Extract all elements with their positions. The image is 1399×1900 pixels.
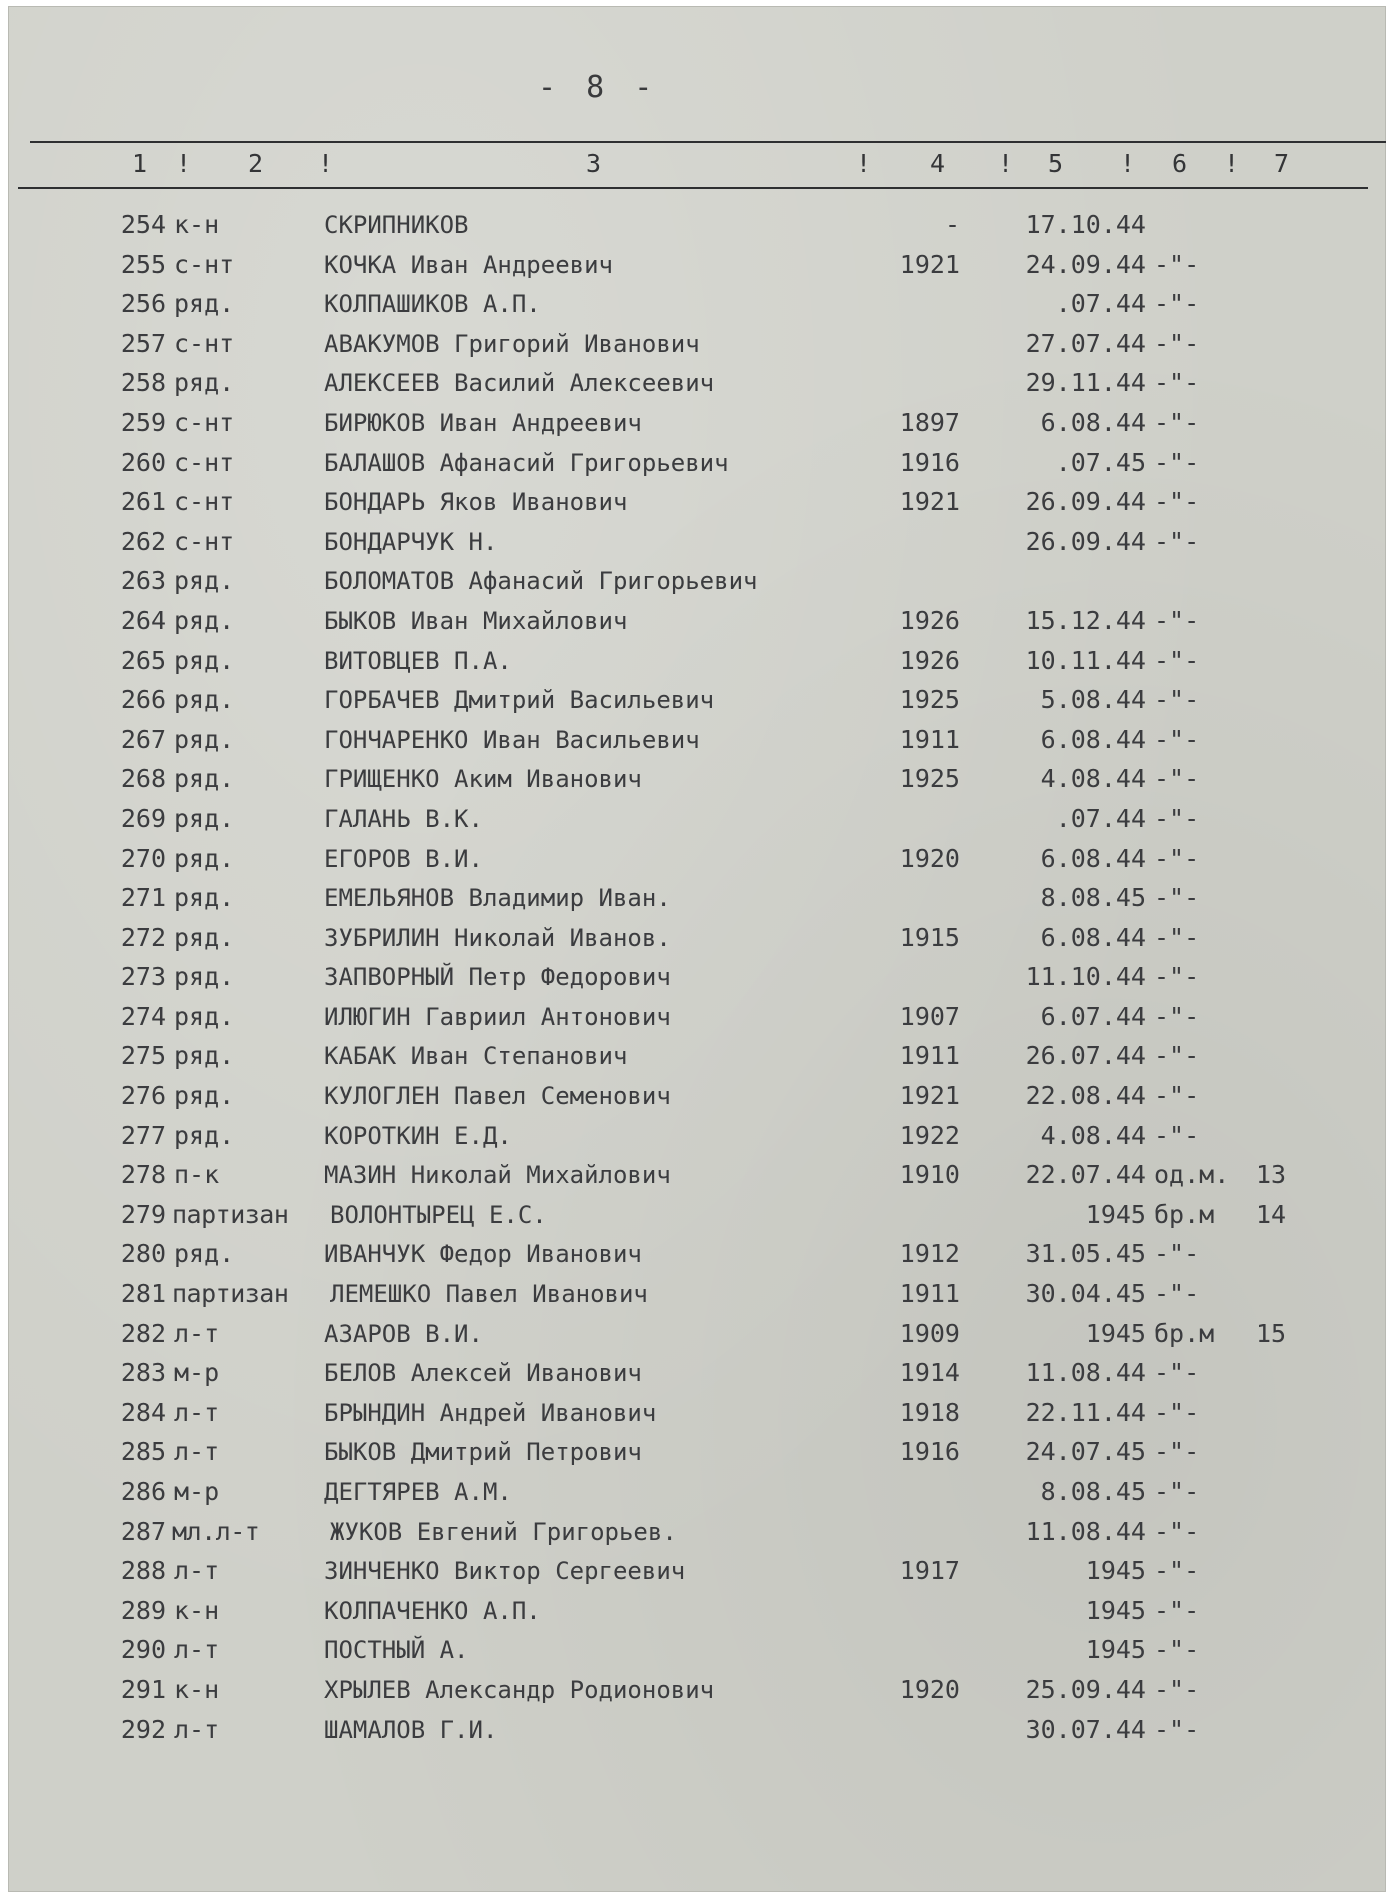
document-page (8, 6, 1386, 1892)
row-name: ЗУБРИЛИН Николай Иванов. (324, 923, 671, 952)
row-birth-year: 1917 (899, 1556, 960, 1586)
row-name: БИРЮКОВ Иван Андреевич (324, 408, 642, 437)
row-name: АВАКУМОВ Григорий Иванович (324, 329, 700, 358)
row-rank: к-н (174, 1674, 220, 1704)
row-birth-year: 1918 (899, 1397, 960, 1427)
row-number: 258 (120, 368, 166, 398)
row-rank: п-к (174, 1160, 220, 1190)
row-number: 263 (120, 566, 166, 596)
row-date: 22.08.44 (1025, 1081, 1146, 1111)
table-row (8, 206, 1386, 246)
row-date: 6.08.44 (1040, 922, 1146, 952)
row-name: ШАМАЛОВ Г.И. (324, 1715, 498, 1744)
row-birth-year: 1916 (899, 1437, 960, 1467)
row-name: БЫКОВ Дмитрий Петрович (324, 1438, 642, 1467)
row-number: 278 (120, 1160, 166, 1190)
table-row (8, 562, 1386, 602)
table-row (8, 879, 1386, 919)
column-separator: ! (318, 149, 334, 178)
row-rank: ряд. (174, 922, 235, 952)
row-number: 287 (120, 1516, 166, 1546)
row-name: БОНДАРЬ Яков Иванович (324, 488, 628, 517)
row-number: 269 (120, 803, 166, 833)
row-col6: -"- (1154, 1674, 1200, 1704)
row-date: 22.11.44 (1025, 1397, 1146, 1427)
row-number: 281 (120, 1279, 166, 1309)
row-number: 270 (120, 843, 166, 873)
row-date: 6.08.44 (1040, 407, 1146, 437)
row-col6: -"- (1154, 1041, 1200, 1071)
row-rank: с-нт (174, 526, 235, 556)
row-col6: бр.м (1154, 1318, 1215, 1348)
row-number: 260 (120, 447, 166, 477)
row-rank: к-н (174, 1595, 220, 1625)
row-name: БЫКОВ Иван Михайлович (324, 606, 628, 635)
row-number: 266 (120, 685, 166, 715)
row-date: 1945 (1085, 1556, 1146, 1586)
row-name: ГОНЧАРЕНКО Иван Васильевич (324, 725, 700, 754)
row-name: БОНДАРЧУК Н. (324, 527, 498, 556)
header-bottom-rule (18, 187, 1368, 189)
column-separator: ! (1224, 149, 1240, 178)
row-number: 280 (120, 1239, 166, 1269)
row-date: 31.05.45 (1025, 1239, 1146, 1269)
row-number: 256 (120, 289, 166, 319)
row-rank: л-т (174, 1397, 220, 1427)
row-name: ВИТОВЦЕВ П.А. (324, 646, 512, 675)
row-rank: партизан (172, 1279, 289, 1309)
table-row (8, 1196, 1386, 1236)
column-header-2: 2 (248, 149, 264, 178)
row-name: КОЛПАЧЕНКО А.П. (324, 1596, 541, 1625)
table-row (8, 1077, 1386, 1117)
row-number: 291 (120, 1674, 166, 1704)
row-rank: ряд. (174, 843, 235, 873)
row-birth-year: 1911 (899, 1279, 960, 1309)
row-col6: бр.м (1154, 1199, 1215, 1229)
row-rank: л-т (174, 1635, 220, 1665)
row-birth-year: 1907 (899, 1001, 960, 1031)
column-separator: ! (856, 149, 872, 178)
row-birth-year: 1921 (899, 249, 960, 279)
row-number: 259 (120, 407, 166, 437)
row-date: .07.45 (1055, 447, 1146, 477)
row-birth-year: 1926 (899, 605, 960, 635)
row-name: ИВАНЧУК Федор Иванович (324, 1240, 642, 1269)
row-col6: -"- (1154, 328, 1200, 358)
row-rank: мл.л-т (172, 1516, 260, 1546)
row-birth-year: 1920 (899, 843, 960, 873)
row-number: 274 (120, 1001, 166, 1031)
row-col6: -"- (1154, 1001, 1200, 1031)
row-rank: ряд. (174, 1041, 235, 1071)
row-rank: ряд. (174, 685, 235, 715)
row-birth-year: 1897 (899, 407, 960, 437)
row-date: 11.10.44 (1025, 962, 1146, 992)
row-col6: -"- (1154, 922, 1200, 952)
column-separator: ! (176, 149, 192, 178)
row-rank: м-р (174, 1358, 220, 1388)
row-rank: ряд. (174, 368, 235, 398)
row-birth-year: 1916 (899, 447, 960, 477)
row-rank: к-н (174, 210, 220, 239)
row-rank: партизан (172, 1199, 289, 1229)
row-birth-year: 1909 (899, 1318, 960, 1348)
row-birth-year: 1920 (899, 1674, 960, 1704)
row-date: 10.11.44 (1025, 645, 1146, 675)
row-rank: ряд. (174, 1120, 235, 1150)
row-birth-year: 1911 (899, 724, 960, 754)
row-col6: -"- (1154, 1477, 1200, 1506)
row-col7: 13 (1256, 1160, 1287, 1190)
row-rank: ряд. (174, 605, 235, 635)
row-date: 22.07.44 (1025, 1160, 1146, 1190)
row-date: 1945 (1085, 1199, 1146, 1229)
row-col6: -"- (1154, 1081, 1200, 1111)
row-number: 257 (120, 328, 166, 358)
row-name: ЖУКОВ Евгений Григорьев. (330, 1517, 677, 1546)
row-number: 292 (120, 1714, 166, 1744)
row-col6: -"- (1154, 685, 1200, 715)
row-date: 30.07.44 (1025, 1714, 1146, 1744)
table-row (8, 1711, 1386, 1751)
row-date: 6.07.44 (1040, 1001, 1146, 1031)
page-number: - 8 - (538, 70, 659, 105)
row-number: 262 (120, 526, 166, 556)
header-top-rule (30, 141, 1386, 143)
row-col6: -"- (1154, 803, 1200, 833)
row-rank: ряд. (174, 289, 235, 319)
column-header-5: 5 (1048, 149, 1064, 178)
row-col6: -"- (1154, 1279, 1200, 1309)
row-col6: -"- (1154, 883, 1200, 913)
row-rank: л-т (174, 1318, 220, 1348)
row-name: ГРИЩЕНКО Аким Иванович (324, 765, 642, 794)
row-date: 11.08.44 (1025, 1358, 1146, 1388)
row-name: БРЫНДИН Андрей Иванович (324, 1398, 657, 1427)
table-row (8, 1275, 1386, 1315)
row-date: 30.04.45 (1025, 1279, 1146, 1309)
row-number: 255 (120, 249, 166, 279)
table-row (8, 1513, 1386, 1553)
row-date: 26.09.44 (1025, 526, 1146, 556)
table-row (8, 285, 1386, 325)
row-col7: 14 (1256, 1199, 1287, 1229)
row-col6: -"- (1154, 1397, 1200, 1427)
row-date: 27.07.44 (1025, 328, 1146, 358)
row-rank: л-т (174, 1437, 220, 1467)
table-row (8, 998, 1386, 1038)
row-col6: -"- (1154, 1556, 1200, 1586)
column-header-6: 6 (1172, 149, 1188, 178)
row-date: 29.11.44 (1025, 368, 1146, 398)
table-row (8, 1552, 1386, 1592)
row-number: 282 (120, 1318, 166, 1348)
row-number: 286 (120, 1477, 166, 1506)
row-number: 273 (120, 962, 166, 992)
row-name: БОЛОМАТОВ Афанасий Григорьевич (324, 567, 758, 596)
table-row (8, 1354, 1386, 1394)
row-rank: с-нт (174, 407, 235, 437)
table-row (8, 919, 1386, 959)
row-col6: -"- (1154, 487, 1200, 517)
column-header-1: 1 (132, 149, 148, 178)
row-number: 283 (120, 1358, 166, 1388)
row-name: ХРЫЛЕВ Александр Родионович (324, 1675, 715, 1704)
row-rank: с-нт (174, 487, 235, 517)
row-number: 290 (120, 1635, 166, 1665)
row-date: 11.08.44 (1025, 1516, 1146, 1546)
row-col6: -"- (1154, 764, 1200, 794)
table-row (8, 246, 1386, 286)
row-rank: с-нт (174, 249, 235, 279)
row-name: ЕГОРОВ В.И. (324, 844, 483, 873)
row-number: 284 (120, 1397, 166, 1427)
row-name: КОЛПАШИКОВ А.П. (324, 290, 541, 319)
table-row (8, 1156, 1386, 1196)
table-row (8, 760, 1386, 800)
row-rank: ряд. (174, 724, 235, 754)
table-row (8, 444, 1386, 484)
row-number: 279 (120, 1199, 166, 1229)
row-rank: ряд. (174, 645, 235, 675)
row-col6: -"- (1154, 1239, 1200, 1269)
column-header-3: 3 (586, 149, 602, 178)
row-col6: -"- (1154, 249, 1200, 279)
row-birth-year: 1922 (899, 1120, 960, 1150)
row-rank: с-нт (174, 328, 235, 358)
row-date: 8.08.45 (1040, 883, 1146, 913)
row-rank: ряд. (174, 1081, 235, 1111)
row-col7: 15 (1256, 1318, 1287, 1348)
row-rank: ряд. (174, 1239, 235, 1269)
table-row (8, 1117, 1386, 1157)
table-row (8, 483, 1386, 523)
row-birth-year: 1914 (899, 1358, 960, 1388)
row-col6: -"- (1154, 1595, 1200, 1625)
row-birth-year: 1925 (899, 685, 960, 715)
table-row (8, 1631, 1386, 1671)
row-name: КОРОТКИН Е.Д. (324, 1121, 512, 1150)
table-row (8, 364, 1386, 404)
row-birth-year: 1915 (899, 922, 960, 952)
row-name: СКРИПНИКОВ (324, 211, 469, 239)
table-row (8, 840, 1386, 880)
row-col6: -"- (1154, 407, 1200, 437)
row-name: ГОРБАЧЕВ Дмитрий Васильевич (324, 686, 715, 715)
row-col6: -"- (1154, 724, 1200, 754)
row-col6: -"- (1154, 1358, 1200, 1388)
row-name: ПОСТНЫЙ А. (324, 1636, 469, 1665)
row-rank: с-нт (174, 447, 235, 477)
row-date: 6.08.44 (1040, 724, 1146, 754)
row-name: ИЛЮГИН Гавриил Антонович (324, 1002, 671, 1031)
row-number: 265 (120, 645, 166, 675)
table-row (8, 404, 1386, 444)
row-date: 26.07.44 (1025, 1041, 1146, 1071)
row-name: ЗАПВОРНЫЙ Петр Федорович (324, 963, 671, 992)
row-name: ЗИНЧЕНКО Виктор Сергеевич (324, 1557, 686, 1586)
row-name: БАЛАШОВ Афанасий Григорьевич (324, 448, 729, 477)
row-col6: -"- (1154, 962, 1200, 992)
table-row (8, 1433, 1386, 1473)
row-rank: ряд. (174, 803, 235, 833)
row-col6: од.м. (1154, 1160, 1230, 1190)
row-birth-year: 1925 (899, 764, 960, 794)
row-rank: л-т (174, 1714, 220, 1744)
row-name: КУЛОГЛЕН Павел Семенович (324, 1082, 671, 1111)
row-col6: -"- (1154, 1437, 1200, 1467)
row-rank: ряд. (174, 764, 235, 794)
row-number: 254 (120, 210, 166, 239)
row-number: 285 (120, 1437, 166, 1467)
row-date: 1945 (1085, 1318, 1146, 1348)
row-date: 1945 (1085, 1635, 1146, 1665)
row-date: .07.44 (1055, 803, 1146, 833)
row-date: 8.08.45 (1040, 1477, 1146, 1506)
row-date: 1945 (1085, 1595, 1146, 1625)
row-rank: ряд. (174, 962, 235, 992)
table-row (8, 1037, 1386, 1077)
row-birth-year: 1926 (899, 645, 960, 675)
row-col6: -"- (1154, 526, 1200, 556)
row-name: АЗАРОВ В.И. (324, 1319, 483, 1348)
row-number: 288 (120, 1556, 166, 1586)
row-col6: -"- (1154, 1714, 1200, 1744)
column-header-7: 7 (1274, 149, 1290, 178)
row-birth-year: 1911 (899, 1041, 960, 1071)
row-number: 277 (120, 1120, 166, 1150)
row-date: 6.08.44 (1040, 843, 1146, 873)
row-col6: -"- (1154, 289, 1200, 319)
row-name: ЛЕМЕШКО Павел Иванович (330, 1280, 648, 1309)
row-date: .07.44 (1055, 289, 1146, 319)
row-name: ВОЛОНТЫРЕЦ Е.С. (330, 1200, 547, 1229)
row-rank: ряд. (174, 1001, 235, 1031)
row-rank: л-т (174, 1556, 220, 1586)
table-row (8, 602, 1386, 642)
row-col6: -"- (1154, 605, 1200, 635)
row-date: 26.09.44 (1025, 487, 1146, 517)
table-row (8, 1671, 1386, 1711)
column-separator: ! (1120, 149, 1136, 178)
table-row (8, 721, 1386, 761)
personnel-table (8, 206, 1386, 1750)
row-col6: -"- (1154, 843, 1200, 873)
row-name: КОЧКА Иван Андреевич (324, 250, 613, 279)
row-birth-year: 1921 (899, 1081, 960, 1111)
row-date: 24.07.45 (1025, 1437, 1146, 1467)
row-date: 25.09.44 (1025, 1674, 1146, 1704)
row-number: 272 (120, 922, 166, 952)
row-birth-year: 1910 (899, 1160, 960, 1190)
table-row (8, 1473, 1386, 1513)
row-name: ГАЛАНЬ В.К. (324, 804, 483, 833)
row-birth-year: 1912 (899, 1239, 960, 1269)
row-date: 4.08.44 (1040, 1120, 1146, 1150)
table-row (8, 1235, 1386, 1275)
table-row (8, 958, 1386, 998)
row-name: ДЕГТЯРЕВ А.М. (324, 1478, 512, 1506)
table-row (8, 800, 1386, 840)
row-number: 267 (120, 724, 166, 754)
row-col6: -"- (1154, 447, 1200, 477)
row-number: 271 (120, 883, 166, 913)
table-row (8, 642, 1386, 682)
row-date: 4.08.44 (1040, 764, 1146, 794)
row-name: КАБАК Иван Степанович (324, 1042, 628, 1071)
column-header-4: 4 (930, 149, 946, 178)
row-rank: ряд. (174, 883, 235, 913)
table-row (8, 1394, 1386, 1434)
table-row (8, 681, 1386, 721)
table-row (8, 523, 1386, 563)
row-name: АЛЕКСЕЕВ Василий Алексеевич (324, 369, 715, 398)
table-row (8, 1315, 1386, 1355)
row-number: 275 (120, 1041, 166, 1071)
row-date: 15.12.44 (1025, 605, 1146, 635)
row-col6: -"- (1154, 1516, 1200, 1546)
row-date: 5.08.44 (1040, 685, 1146, 715)
row-birth-year: 1921 (899, 487, 960, 517)
row-number: 264 (120, 605, 166, 635)
column-headers (8, 149, 1386, 183)
row-date: 17.10.44 (1025, 210, 1146, 239)
row-rank: ряд. (174, 566, 235, 596)
table-row (8, 325, 1386, 365)
row-number: 268 (120, 764, 166, 794)
row-number: 276 (120, 1081, 166, 1111)
row-birth-year: - (944, 210, 960, 239)
row-name: ЕМЕЛЬЯНОВ Владимир Иван. (324, 884, 671, 913)
column-separator: ! (998, 149, 1014, 178)
row-number: 261 (120, 487, 166, 517)
row-col6: -"- (1154, 1120, 1200, 1150)
row-date: 24.09.44 (1025, 249, 1146, 279)
row-name: МАЗИН Николай Михайлович (324, 1161, 671, 1190)
row-col6: -"- (1154, 1635, 1200, 1665)
row-col6: -"- (1154, 368, 1200, 398)
row-col6: -"- (1154, 645, 1200, 675)
row-name: БЕЛОВ Алексей Иванович (324, 1359, 642, 1388)
row-number: 289 (120, 1595, 166, 1625)
row-rank: м-р (174, 1477, 220, 1506)
table-row (8, 1592, 1386, 1632)
